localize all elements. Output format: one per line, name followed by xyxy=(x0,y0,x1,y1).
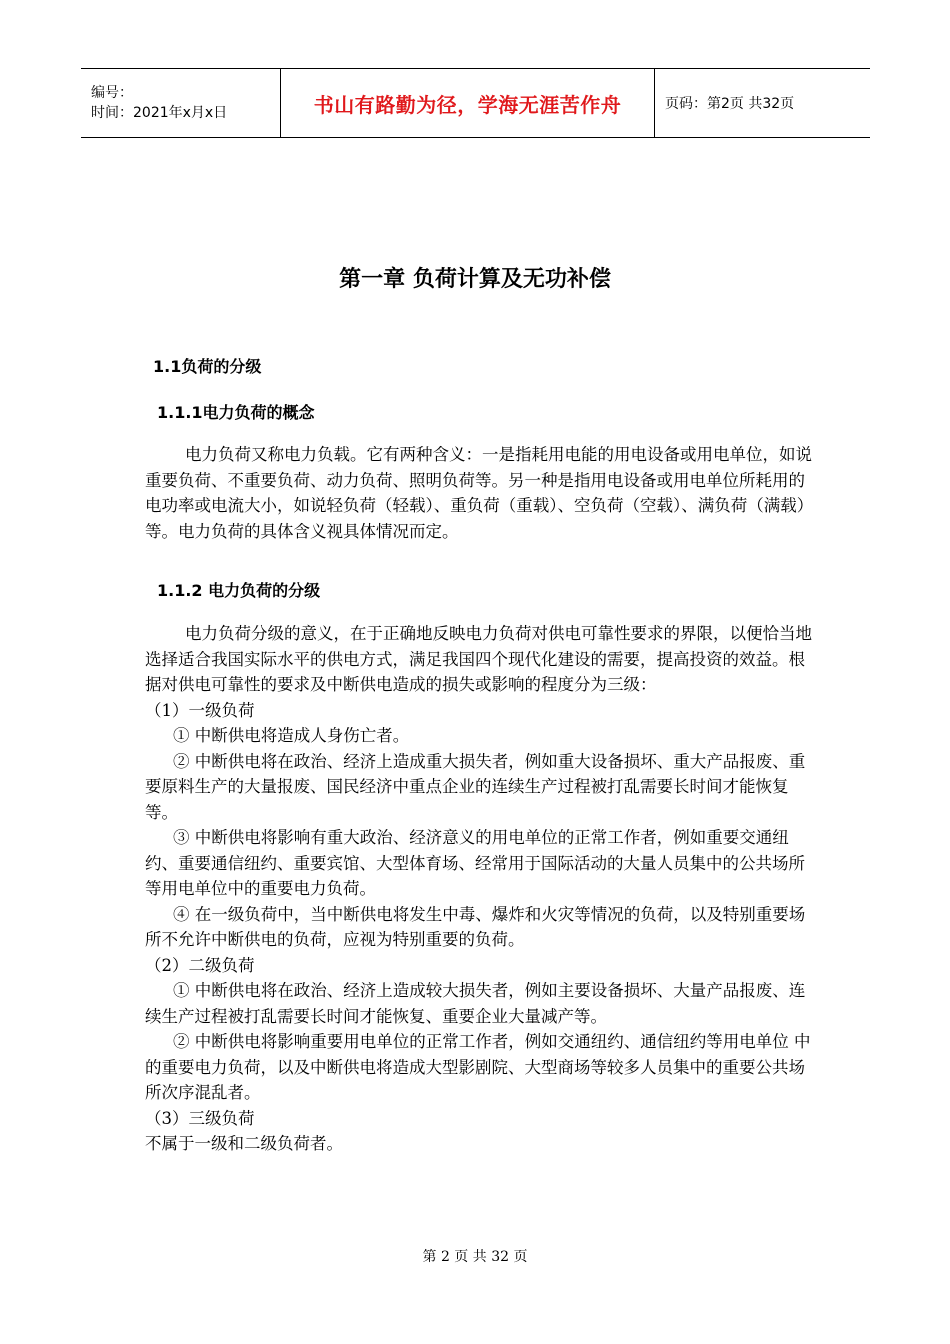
header-time: 时间：2021年x月x日 xyxy=(91,105,228,121)
level1-item: ④ 在一级负荷中，当中断供电将发生中毒、爆炸和火灾等情况的负荷，以及特别重要场所不允许中断供电的负荷，应视为特别重要的负荷。 xyxy=(145,904,806,949)
header-meta xyxy=(81,69,281,137)
level1-item: ① 中断供电将造成人身伤亡者。 xyxy=(173,726,410,745)
level1-item: ② 中断供电将在政治、经济上造成重大损失者，例如重大设备损坏、重大产品报废、重要原料生产的大量报废、国民经济中重点企业的连续生产过程被打乱需要长时间才能恢复等。 xyxy=(145,751,806,822)
level1-title: （1）一级负荷 xyxy=(145,700,255,720)
page-header xyxy=(81,68,870,138)
section-heading-1-1: 1.1负荷的分级 xyxy=(153,357,262,376)
header-number: 编号： xyxy=(91,85,133,101)
page-footer: 第 2 页 共 32 页 xyxy=(422,1249,528,1265)
level2-title: （2）二级负荷 xyxy=(145,955,255,975)
level2-item: ② 中断供电将影响重要用电单位的正常工作者，例如交通纽约、通信纽约等用电单位 中的重要电力负荷，以及中断供电将造成大型影剧院、大型商场等较多人员集中的重要公共场所次序混乱者。 xyxy=(145,1032,811,1102)
section-heading-1-1-2: 1.1.2 电力负荷的分级 xyxy=(157,581,321,600)
grading-block xyxy=(145,621,815,1157)
level3-text: 不属于一级和二级负荷者。 xyxy=(145,1134,343,1153)
level2-item: ① 中断供电将在政治、经济上造成较大损失者，例如主要设备损坏、大量产品报废、连续生产过程被打乱需要长时间才能恢复、重要企业大量减产等。 xyxy=(145,981,806,1026)
section-heading-1-1-1: 1.1.1电力负荷的概念 xyxy=(157,403,315,422)
header-motto-cell xyxy=(281,69,655,137)
header-page-info: 页码：第2页 共32页 xyxy=(665,96,795,112)
level3-title: （3）三级负荷 xyxy=(145,1108,255,1128)
concept-block xyxy=(145,442,815,544)
header-motto: 书山有路勤为径，学海无涯苦作舟 xyxy=(313,92,622,117)
concept-paragraph: 电力负荷又称电力负载。它有两种含义：一是指耗用电能的用电设备或用电单位，如说重要负荷、不重要负荷、动力负荷、照明负荷等。另一种是指用电设备或用电单位所耗用的电功率或电流大小，如说轻负荷（轻载）、重负荷（重载）、空负荷（空载）、满负荷（满载）等。电力负荷的具体含义视具体情况而定。 xyxy=(145,445,814,541)
grading-paragraph: 电力负荷分级的意义，在于正确地反映电力负荷对供电可靠性要求的界限，以便恰当地选择适合我国实际水平的供电方式，满足我国四个现代化建设的需要，提高投资的效益。根据对供电可靠性的要求及中断供电造成的损失或影响的程度分为三级： xyxy=(145,624,812,694)
chapter-title: 第一章 负荷计算及无功补偿 xyxy=(339,267,611,292)
level1-item: ③ 中断供电将影响有重大政治、经济意义的用电单位的正常工作者，例如重要交通纽约、重要通信纽约、重要宾馆、大型体育场、经常用于国际活动的大量人员集中的公共场所等用电单位中的重要电力负荷。 xyxy=(145,828,805,898)
